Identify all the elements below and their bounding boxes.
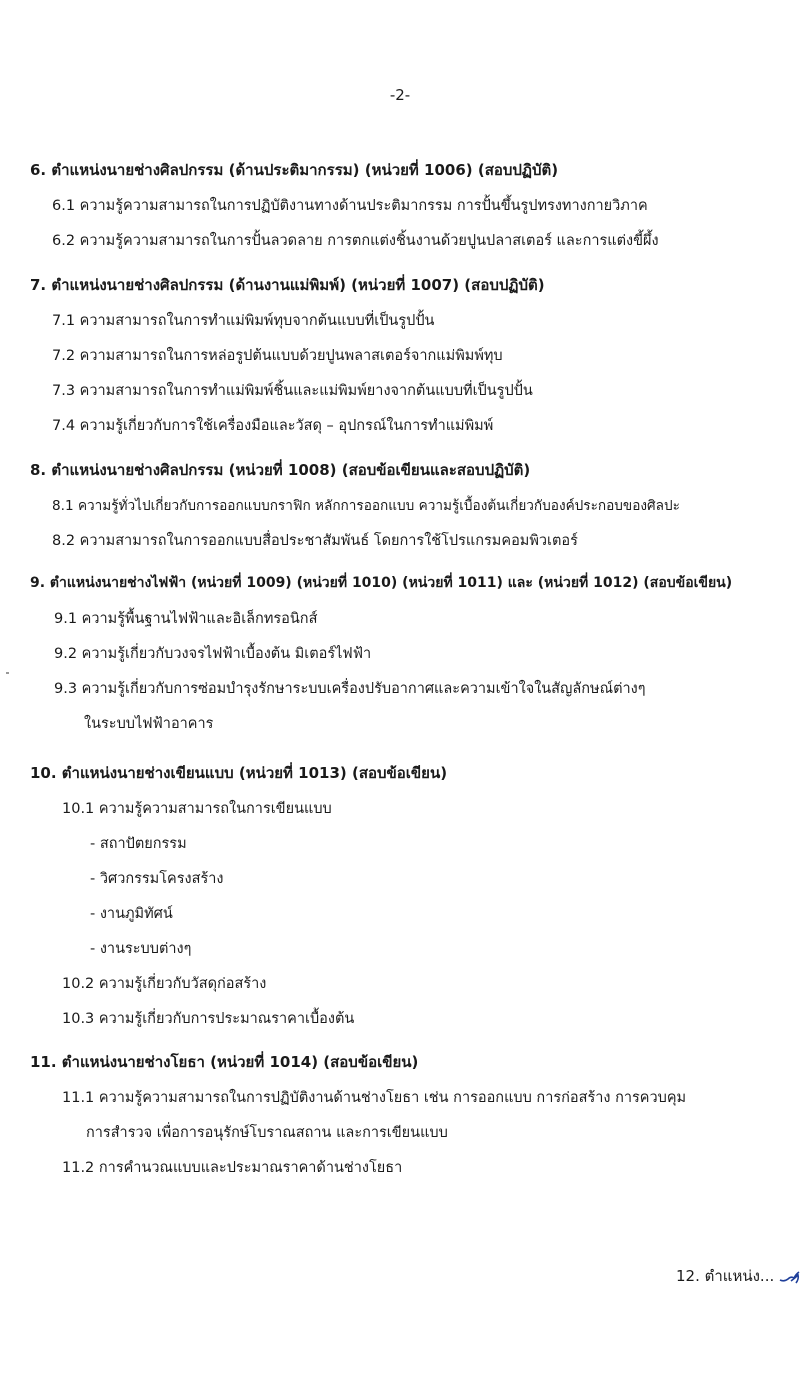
page-number: -2-	[389, 86, 411, 104]
section-8-item-2: 8.2 ความสามารถในการออกแบบสื่อประชาสัมพันธ์ โดยการใช้โปรแกรมคอมพิวเตอร์	[52, 533, 578, 549]
section-9-item-3: 9.3 ความรู้เกี่ยวกับการซ่อมบำรุงรักษาระบบเครื่องปรับอากาศและความเข้าใจในสัญลักษณ์ต่างๆ	[54, 681, 646, 697]
section-7-item-2: 7.2 ความสามารถในการหล่อรูปต้นแบบด้วยปูนพลาสเตอร์จากแม่พิมพ์ทุบ	[52, 348, 503, 364]
section-8-heading: 8. ตำแหน่งนายช่างศิลปกรรม (หน่วยที่ 1008) (สอบข้อเขียนและสอบปฏิบัติ)	[30, 461, 531, 479]
section-10-subitem-systems: - งานระบบต่างๆ	[90, 941, 192, 957]
section-6-item-1: 6.1 ความรู้ความสามารถในการปฏิบัติงานทางด้านประติมากรรม การปั้นขึ้นรูปทรงทางกายวิภาค	[52, 198, 648, 214]
section-9-heading: 9. ตำแหน่งนายช่างไฟฟ้า (หน่วยที่ 1009) (หน่วยที่ 1010) (หน่วยที่ 1011) และ (หน่วยที่ 1012) (สอบข้อเขียน)	[30, 575, 733, 591]
section-7-item-3: 7.3 ความสามารถในการทำแม่พิมพ์ชิ้นและแม่พิมพ์ยางจากต้นแบบที่เป็นรูปปั้น	[52, 383, 533, 399]
scan-speck	[6, 672, 9, 674]
signature-initials-icon	[779, 1270, 800, 1284]
section-9-item-2: 9.2 ความรู้เกี่ยวกับวงจรไฟฟ้าเบื้องต้น มิเตอร์ไฟฟ้า	[54, 646, 372, 662]
section-10-subitem-landscape: - งานภูมิทัศน์	[90, 906, 173, 922]
section-11-item-1: 11.1 ความรู้ความสามารถในการปฏิบัติงานด้านช่างโยธา เช่น การออกแบบ การก่อสร้าง การควบคุม	[62, 1090, 687, 1106]
section-10-item-2: 10.2 ความรู้เกี่ยวกับวัสดุก่อสร้าง	[62, 976, 267, 992]
section-7-item-1: 7.1 ความสามารถในการทำแม่พิมพ์ทุบจากต้นแบบที่เป็นรูปปั้น	[52, 313, 435, 329]
section-9-item-3-continued: ในระบบไฟฟ้าอาคาร	[84, 716, 214, 732]
section-10-heading: 10. ตำแหน่งนายช่างเขียนแบบ (หน่วยที่ 1013) (สอบข้อเขียน)	[30, 764, 448, 782]
section-7-heading: 7. ตำแหน่งนายช่างศิลปกรรม (ด้านงานแม่พิมพ์) (หน่วยที่ 1007) (สอบปฏิบัติ)	[30, 276, 545, 294]
section-10-subitem-architecture: - สถาปัตยกรรม	[90, 836, 187, 852]
section-10-item-3: 10.3 ความรู้เกี่ยวกับการประมาณราคาเบื้องต้น	[62, 1011, 355, 1027]
section-7-item-4: 7.4 ความรู้เกี่ยวกับการใช้เครื่องมือและวัสดุ – อุปกรณ์ในการทำแม่พิมพ์	[52, 418, 494, 434]
section-6-item-2: 6.2 ความรู้ความสามารถในการปั้นลวดลาย การตกแต่งชิ้นงานด้วยปูนปลาสเตอร์ และการแต่งขี้ผึ้ง	[52, 233, 659, 249]
section-6-heading: 6. ตำแหน่งนายช่างศิลปกรรม (ด้านประติมากรรม) (หน่วยที่ 1006) (สอบปฏิบัติ)	[30, 161, 559, 179]
section-10-item-1: 10.1 ความรู้ความสามารถในการเขียนแบบ	[62, 801, 332, 817]
continuation-text: 12. ตำแหน่ง...	[676, 1267, 775, 1285]
section-11-item-2: 11.2 การคำนวณแบบและประมาณราคาด้านช่างโยธา	[62, 1160, 403, 1176]
section-11-heading: 11. ตำแหน่งนายช่างโยธา (หน่วยที่ 1014) (สอบข้อเขียน)	[30, 1053, 419, 1071]
continuation-footer	[676, 1264, 800, 1288]
section-10-subitem-structural: - วิศวกรรมโครงสร้าง	[90, 871, 224, 887]
section-9-item-1: 9.1 ความรู้พื้นฐานไฟฟ้าและอิเล็กทรอนิกส์	[54, 611, 318, 627]
section-11-item-1-continued: การสำรวจ เพื่อการอนุรักษ์โบราณสถาน และการเขียนแบบ	[86, 1125, 448, 1141]
section-8-item-1: 8.1 ความรู้ทั่วไปเกี่ยวกับการออกแบบกราฟิก หลักการออกแบบ ความรู้เบื้องต้นเกี่ยวกับองค์ประกอบของศิลปะ	[52, 498, 680, 514]
